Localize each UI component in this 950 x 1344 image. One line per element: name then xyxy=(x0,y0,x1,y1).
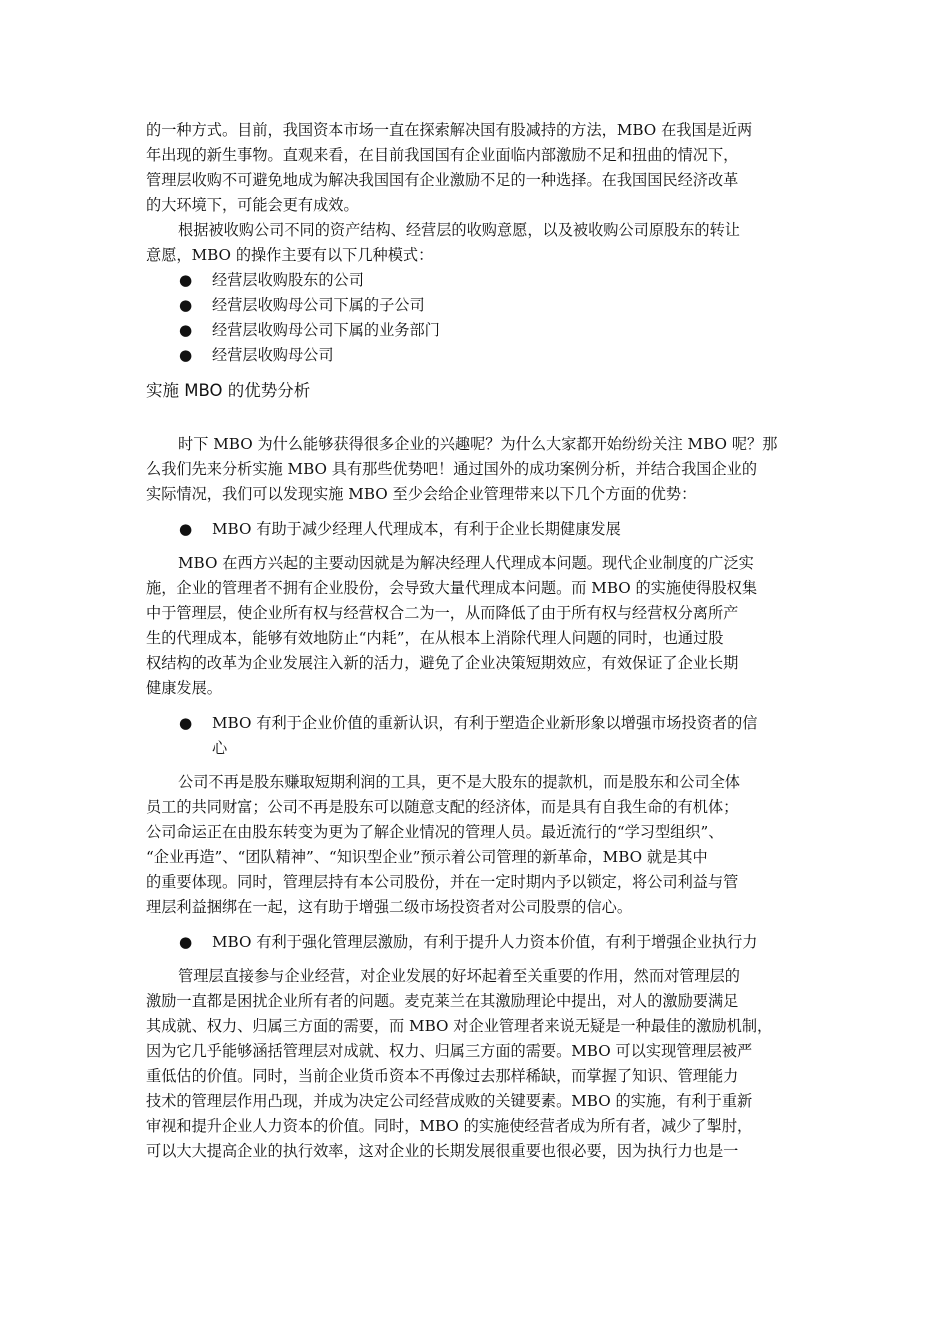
text-line: 根据被收购公司不同的资产结构、经营层的收购意愿，以及被收购公司原股东的转让 xyxy=(178,221,740,239)
bullet-icon: ● xyxy=(179,933,193,951)
list-item xyxy=(146,268,808,293)
advantage-title-continuation: 心 xyxy=(212,739,228,757)
text-line: 施，企业的管理者不拥有企业股份，会导致大量代理成本问题。而 MBO 的实施使得股权集 xyxy=(146,579,758,597)
advantage-2-title xyxy=(146,711,808,736)
text-line: 管理层收购不可避免地成为解决我国国有企业激励不足的一种选择。在我国国民经济改革 xyxy=(146,171,739,189)
text-line: 激励一直都是困扰企业所有者的问题。麦克莱兰在其激励理论中提出，对人的激励要满足 xyxy=(146,992,739,1010)
text-line: “企业再造”、“团队精神”、“知识型企业”预示着公司管理的新革命，MBO 就是其中 xyxy=(146,848,708,866)
advantage-title-text: MBO 有利于企业价值的重新认识，有利于塑造企业新形象以增强市场投资者的信 xyxy=(212,714,758,732)
advantage-title-text: MBO 有利于强化管理层激励，有利于提升人力资本价值，有利于增强企业执行力 xyxy=(212,933,758,951)
text-line: 公司命运正在由股东转变为更为了解企业情况的管理人员。最近流行的“学习型组织”、 xyxy=(146,823,724,841)
text-line: 实际情况，我们可以发现实施 MBO 至少会给企业管理带来以下几个方面的优势： xyxy=(146,485,697,503)
list-item xyxy=(146,343,808,368)
document-page xyxy=(146,118,808,1164)
advantages-intro-paragraph xyxy=(146,432,808,507)
modes-paragraph xyxy=(146,218,808,268)
list-item-text: 经营层收购母公司下属的业务部门 xyxy=(212,321,440,339)
text-line: 健康发展。 xyxy=(146,679,222,697)
advantage-2-body xyxy=(146,770,808,920)
text-line: 年出现的新生事物。直观来看，在目前我国国有企业面临内部激励不足和扭曲的情况下， xyxy=(146,146,739,164)
bullet-icon: ● xyxy=(179,520,193,538)
list-item-text: 经营层收购母公司下属的子公司 xyxy=(212,296,425,314)
text-line: 审视和提升企业人力资本的价值。同时，MBO 的实施使经营者成为所有者，减少了掣肘， xyxy=(146,1117,753,1135)
modes-list xyxy=(146,268,808,368)
list-item xyxy=(146,293,808,318)
advantage-3-body xyxy=(146,964,808,1164)
text-line: 的大环境下，可能会更有成效。 xyxy=(146,196,359,214)
text-line: 意愿，MBO 的操作主要有以下几种模式： xyxy=(146,246,434,264)
text-line: 时下 MBO 为什么能够获得很多企业的兴趣呢？为什么大家都开始纷纷关注 MBO 呢？那 xyxy=(178,435,778,453)
bullet-icon: ● xyxy=(179,346,193,364)
section-heading: 实施 MBO 的优势分析 xyxy=(146,381,311,400)
text-line: 公司不再是股东赚取短期利润的工具，更不是大股东的提款机，而是股东和公司全体 xyxy=(178,773,740,791)
advantage-1-body xyxy=(146,551,808,701)
text-line: 生的代理成本，能够有效地防止“内耗”，在从根本上消除代理人问题的同时，也通过股 xyxy=(146,629,724,647)
text-line: 员工的共同财富；公司不再是股东可以随意支配的经济体，而是具有自我生命的有机体； xyxy=(146,798,739,816)
bullet-icon: ● xyxy=(179,296,193,314)
text-line: 的一种方式。目前，我国资本市场一直在探索解决国有股减持的方法，MBO 在我国是近两 xyxy=(146,121,753,139)
text-line: 其成就、权力、归属三方面的需要，而 MBO 对企业管理者来说无疑是一种最佳的激励机制， xyxy=(146,1017,773,1035)
list-item-text: 经营层收购母公司 xyxy=(212,346,334,364)
text-line: 的重要体现。同时，管理层持有本公司股份，并在一定时期内予以锁定，将公司利益与管 xyxy=(146,873,739,891)
list-item xyxy=(146,318,808,343)
advantage-1-title xyxy=(146,517,808,542)
text-line: 管理层直接参与企业经营，对企业发展的好坏起着至关重要的作用，然而对管理层的 xyxy=(178,967,740,985)
text-line: 技术的管理层作用凸现，并成为决定公司经营成败的关键要素。MBO 的实施，有利于重新 xyxy=(146,1092,753,1110)
bullet-icon: ● xyxy=(179,271,193,289)
text-line: 权结构的改革为企业发展注入新的活力，避免了企业决策短期效应，有效保证了企业长期 xyxy=(146,654,739,672)
text-line: 中于管理层，使企业所有权与经营权合二为一，从而降低了由于所有权与经营权分离所产 xyxy=(146,604,739,622)
advantage-3-title xyxy=(146,930,808,955)
intro-paragraph xyxy=(146,118,808,218)
text-line: MBO 在西方兴起的主要动因就是为解决经理人代理成本问题。现代企业制度的广泛实 xyxy=(178,554,754,572)
text-line: 因为它几乎能够涵括管理层对成就、权力、归属三方面的需要。MBO 可以实现管理层被严 xyxy=(146,1042,753,1060)
bullet-icon: ● xyxy=(179,321,193,339)
text-line: 重低估的价值。同时，当前企业货币资本不再像过去那样稀缺，而掌握了知识、管理能力 xyxy=(146,1067,739,1085)
list-item-text: 经营层收购股东的公司 xyxy=(212,271,364,289)
advantage-title-text: MBO 有助于减少经理人代理成本，有利于企业长期健康发展 xyxy=(212,520,621,538)
bullet-icon: ● xyxy=(179,714,193,732)
text-line: 理层利益捆绑在一起，这有助于增强二级市场投资者对公司股票的信心。 xyxy=(146,898,632,916)
text-line: 可以大大提高企业的执行效率，这对企业的长期发展很重要也很必要，因为执行力也是一 xyxy=(146,1142,739,1160)
text-line: 么我们先来分析实施 MBO 具有那些优势吧！通过国外的成功案例分析，并结合我国企业的 xyxy=(146,460,758,478)
